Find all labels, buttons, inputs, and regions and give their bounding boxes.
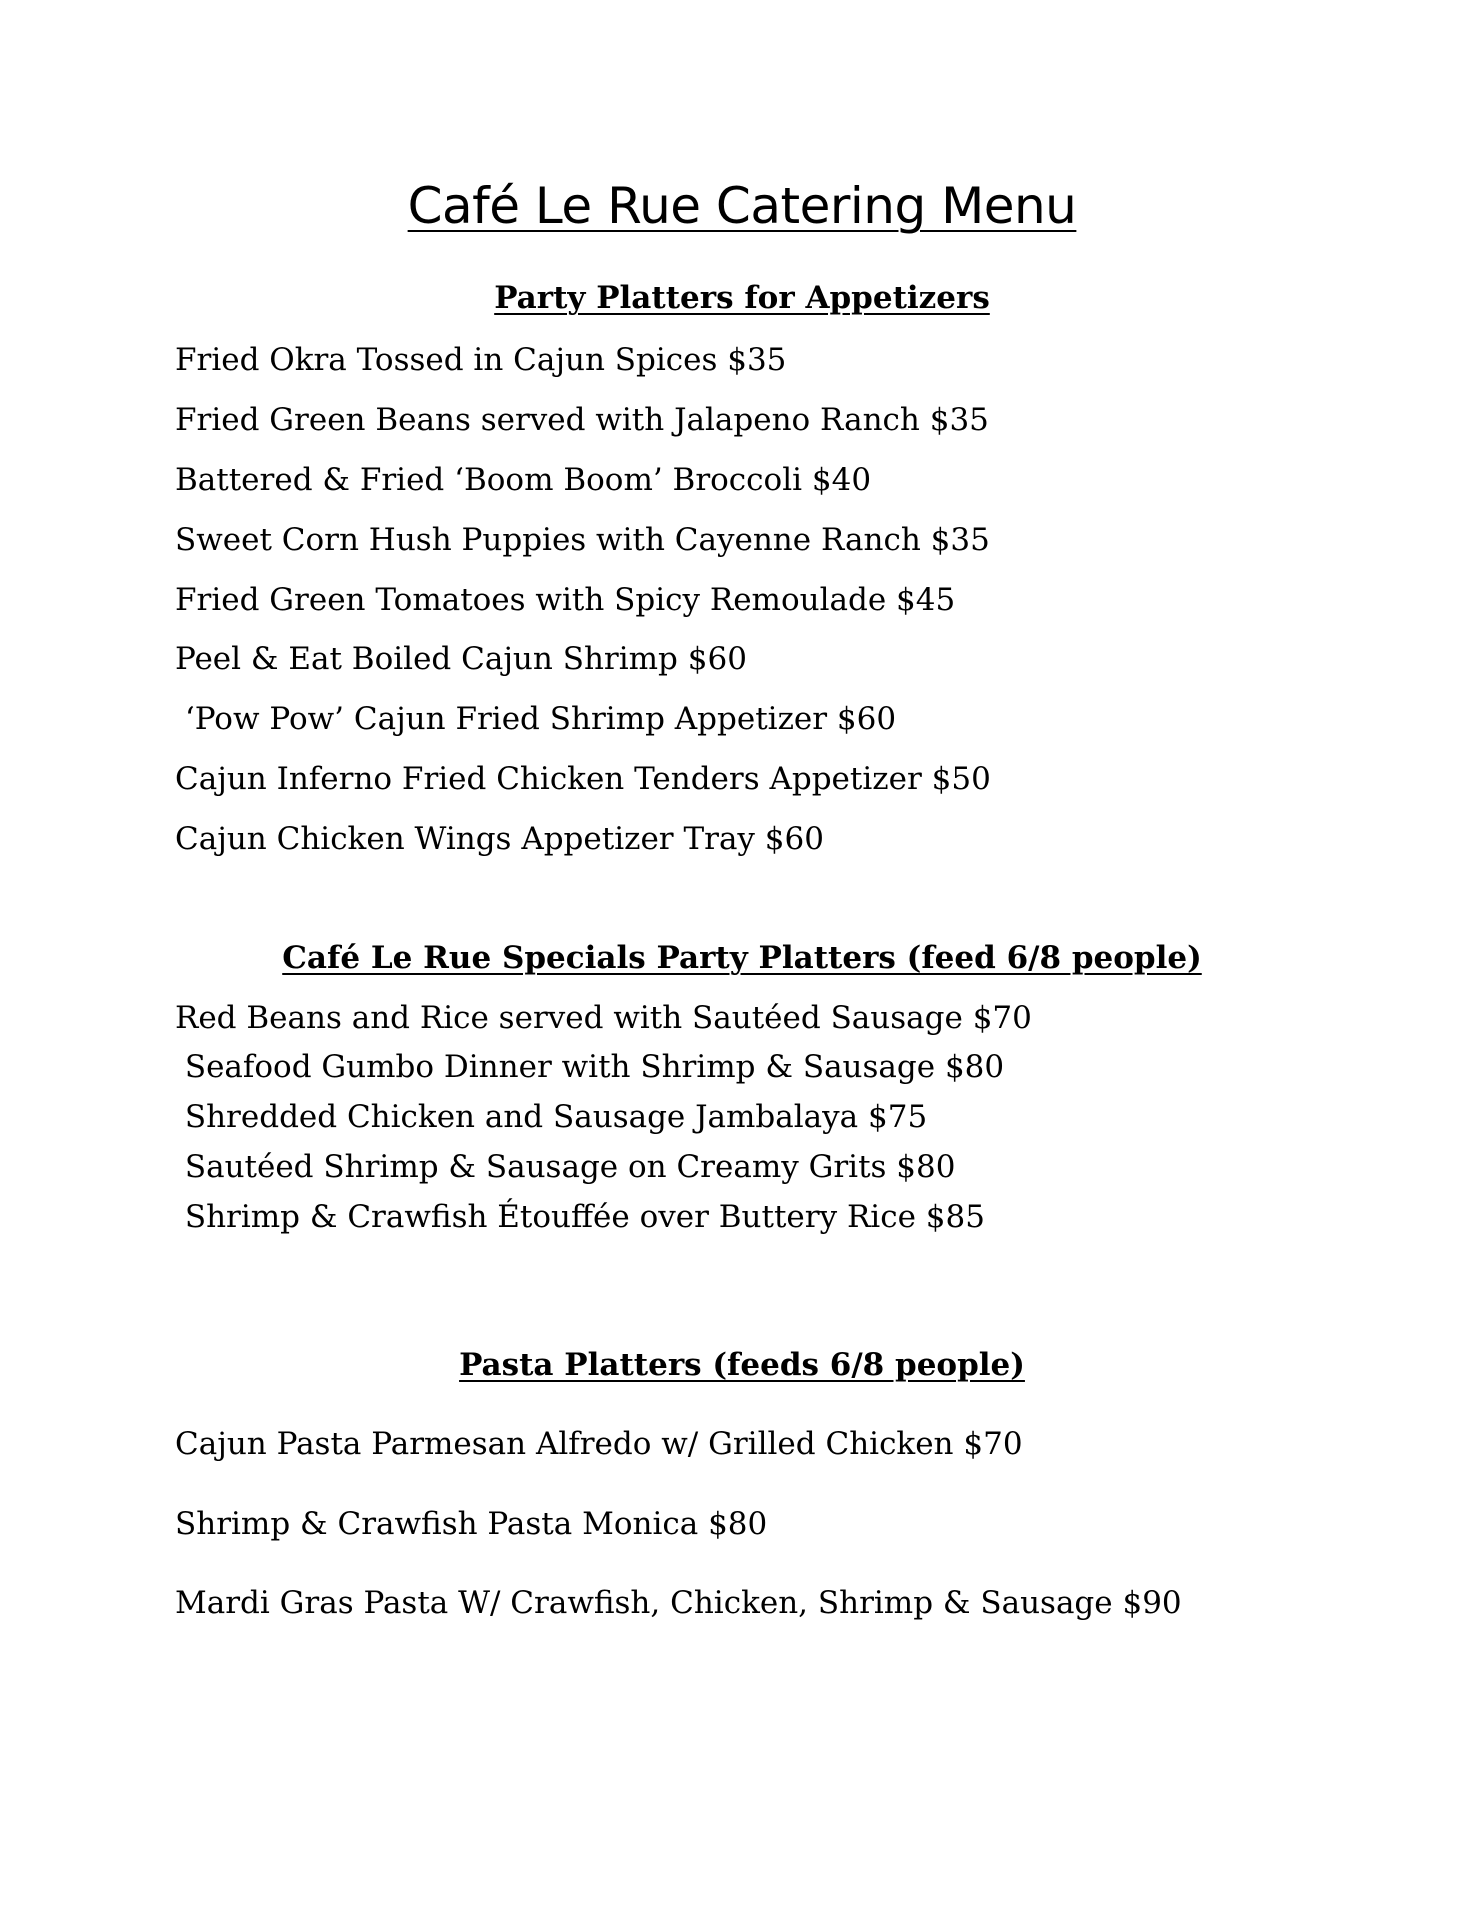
section-heading-specials: Café Le Rue Specials Party Platters (feed 6/8 people): [282, 940, 1202, 976]
menu-item: Sweet Corn Hush Puppies with Cayenne Ranch $35: [175, 522, 990, 558]
page-title-text: Café Le Rue Catering Menu: [407, 177, 1077, 235]
menu-item: Shrimp & Crawfish Étouffée over Buttery Rice $85: [175, 1199, 985, 1235]
menu-item: Seafood Gumbo Dinner with Shrimp & Sausage $80: [175, 1049, 1005, 1085]
menu-item: Fried Okra Tossed in Cajun Spices $35: [175, 342, 787, 378]
menu-item: Battered & Fried ‘Boom Boom’ Broccoli $40: [175, 462, 872, 498]
menu-item: Mardi Gras Pasta W/ Crawfish, Chicken, Shrimp & Sausage $90: [175, 1585, 1182, 1621]
menu-item: Sautéed Shrimp & Sausage on Creamy Grits $80: [175, 1149, 956, 1185]
menu-item: Cajun Inferno Fried Chicken Tenders Appetizer $50: [175, 761, 991, 797]
menu-item: Red Beans and Rice served with Sautéed Sausage $70: [175, 1000, 1032, 1036]
menu-item: Shredded Chicken and Sausage Jambalaya $75: [175, 1099, 928, 1135]
page-title: [0, 172, 1484, 240]
menu-item: Fried Green Tomatoes with Spicy Remoulade $45: [175, 582, 956, 618]
menu-item: Shrimp & Crawfish Pasta Monica $80: [175, 1506, 768, 1542]
menu-item: ‘Pow Pow’ Cajun Fried Shrimp Appetizer $60: [175, 701, 897, 737]
menu-item: Peel & Eat Boiled Cajun Shrimp $60: [175, 641, 747, 677]
menu-item: Fried Green Beans served with Jalapeno Ranch $35: [175, 402, 989, 438]
section-heading-appetizers: Party Platters for Appetizers: [494, 280, 990, 316]
menu-item: Cajun Chicken Wings Appetizer Tray $60: [175, 821, 824, 857]
menu-item: Cajun Pasta Parmesan Alfredo w/ Grilled Chicken $70: [175, 1426, 1023, 1462]
section-heading-pasta: Pasta Platters (feeds 6/8 people): [459, 1347, 1025, 1383]
